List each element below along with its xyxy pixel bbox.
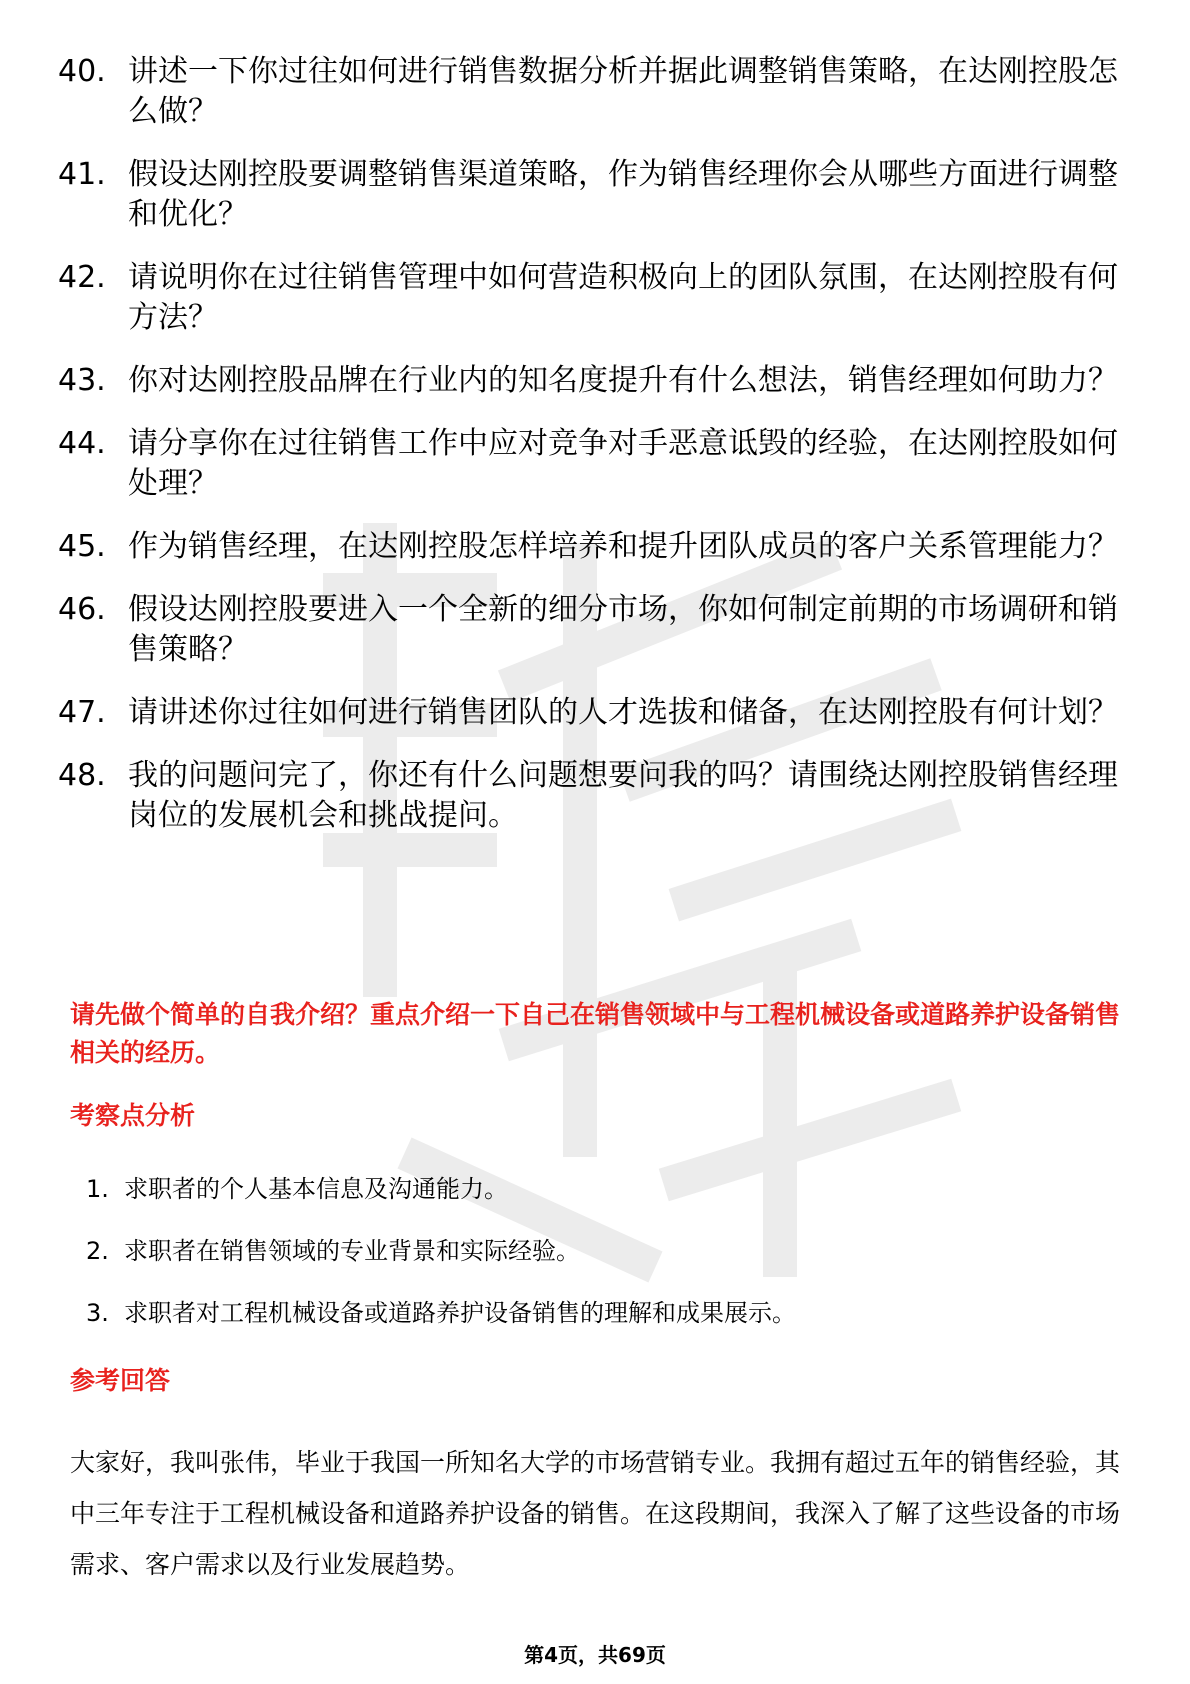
question-item bbox=[58, 424, 1118, 504]
point-number: 3. bbox=[86, 1299, 109, 1327]
highlight-question: 请先做个简单的自我介绍？重点介绍一下自己在销售领域中与工程机械设备或道路养护设备销售相关的经历。 bbox=[70, 1000, 1121, 1067]
question-number: 45. bbox=[58, 529, 106, 564]
question-number: 44. bbox=[58, 426, 106, 461]
question-item bbox=[58, 258, 1118, 338]
analysis-point bbox=[86, 1234, 1106, 1268]
question-text: 请分享你在过往销售工作中应对竞争对手恶意诋毁的经验，在达刚控股如何处理？ bbox=[128, 426, 1118, 501]
question-item bbox=[58, 756, 1118, 836]
question-text: 请讲述你过往如何进行销售团队的人才选拔和储备，在达刚控股有何计划？ bbox=[128, 695, 1118, 730]
point-number: 2. bbox=[86, 1237, 109, 1265]
question-text: 我的问题问完了，你还有什么问题想要问我的吗？请围绕达刚控股销售经理岗位的发展机会和挑战提问。 bbox=[128, 758, 1118, 833]
point-text: 求职者在销售领域的专业背景和实际经验。 bbox=[124, 1237, 580, 1265]
question-text: 讲述一下你过往如何进行销售数据分析并据此调整销售策略，在达刚控股怎么做？ bbox=[128, 54, 1118, 129]
question-text: 你对达刚控股品牌在行业内的知名度提升有什么想法，销售经理如何助力？ bbox=[128, 363, 1118, 398]
point-text: 求职者对工程机械设备或道路养护设备销售的理解和成果展示。 bbox=[124, 1299, 796, 1327]
question-number: 41. bbox=[58, 157, 106, 192]
page-number: 第4页，共69页 bbox=[524, 1643, 666, 1667]
question-item bbox=[58, 52, 1118, 132]
reference-answer-text: 大家好，我叫张伟，毕业于我国一所知名大学的市场营销专业。我拥有超过五年的销售经验，其中三年专注于工程机械设备和道路养护设备的销售。在这段期间，我深入了解了这些设备的市场需求、客户需求以及行业发展趋势。 bbox=[70, 1448, 1121, 1579]
point-number: 1. bbox=[86, 1175, 109, 1203]
question-list bbox=[58, 52, 1118, 859]
question-text: 假设达刚控股要进入一个全新的细分市场，你如何制定前期的市场调研和销售策略？ bbox=[128, 592, 1118, 667]
question-item bbox=[58, 693, 1118, 733]
point-text: 求职者的个人基本信息及沟通能力。 bbox=[124, 1175, 508, 1203]
question-number: 46. bbox=[58, 592, 106, 627]
analysis-point bbox=[86, 1172, 1106, 1206]
question-item bbox=[58, 527, 1118, 567]
question-item bbox=[58, 361, 1118, 401]
question-number: 47. bbox=[58, 695, 106, 730]
question-number: 48. bbox=[58, 758, 106, 793]
question-text: 作为销售经理，在达刚控股怎样培养和提升团队成员的客户关系管理能力？ bbox=[128, 529, 1118, 564]
analysis-heading: 考察点分析 bbox=[70, 1101, 196, 1130]
question-number: 42. bbox=[58, 260, 106, 295]
question-item bbox=[58, 590, 1118, 670]
analysis-point bbox=[86, 1296, 1106, 1330]
question-text: 请说明你在过往销售管理中如何营造积极向上的团队氛围，在达刚控股有何方法？ bbox=[128, 260, 1118, 335]
question-number: 40. bbox=[58, 54, 106, 89]
analysis-points bbox=[86, 1172, 1106, 1358]
reference-answer-heading: 参考回答 bbox=[70, 1366, 171, 1395]
question-text: 假设达刚控股要调整销售渠道策略，作为销售经理你会从哪些方面进行调整和优化？ bbox=[128, 157, 1118, 232]
question-number: 43. bbox=[58, 363, 106, 398]
question-item bbox=[58, 155, 1118, 235]
